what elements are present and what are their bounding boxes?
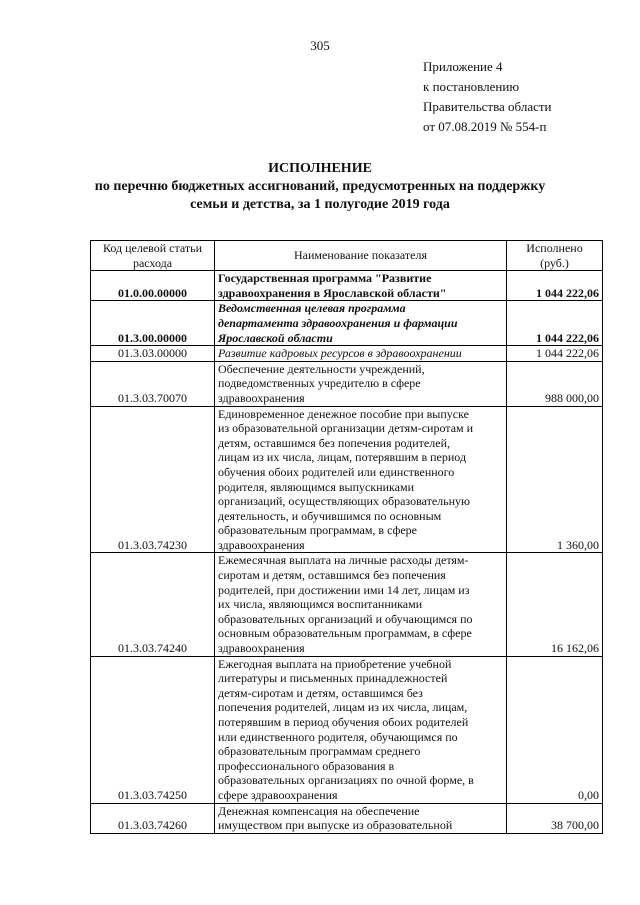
row-code: 01.3.00.00000 (91, 301, 215, 346)
appendix-line: Правительства области (423, 99, 552, 114)
row-name (215, 361, 507, 406)
row-name-line: образовательных организаций и обучающимся по (218, 611, 473, 626)
row-name (215, 656, 507, 803)
row-name (215, 553, 507, 656)
row-name-line: образовательным программам, в сфере (218, 523, 417, 538)
row-name-line: Денежная компенсация на обеспечение (218, 803, 420, 818)
row-name-line: или единственного родителя, обучающимся по (218, 729, 458, 744)
row-name-line: основным образовательным программам, в сфере (218, 626, 472, 641)
document-title (0, 160, 640, 214)
row-name-line: литературы и письменных принадлежностей (218, 671, 448, 686)
row-name-line: родителя, являющимся выпускниками (218, 479, 415, 494)
row-name-line: Государственная программа "Развитие (218, 271, 432, 286)
row-name-line: детям-сиротам и детям, оставшимся без (218, 685, 423, 700)
table-row (91, 346, 603, 362)
row-name-line: здравоохранения (218, 537, 305, 552)
row-name-line: Ведомственная целевая программа (218, 301, 406, 316)
appendix-line: Приложение 4 (423, 59, 503, 74)
row-name-line: попечения родителей, лицам из их числа, лицам, (218, 700, 468, 715)
row-name-line: Ярославской области (218, 330, 333, 345)
row-name-line: здравоохранения (218, 390, 305, 405)
row-name-line: организаций, осуществляющих образовательную (218, 494, 471, 509)
page-number: 305 (310, 38, 330, 53)
row-amount: 1 044 222,06 (507, 346, 603, 362)
budget-table (90, 240, 603, 834)
table-row (91, 553, 603, 656)
row-name (215, 406, 507, 553)
row-amount: 988 000,00 (507, 361, 603, 406)
table-row (91, 656, 603, 803)
header-amount: Исполнено (руб.) (507, 241, 603, 271)
row-name-line: Развитие кадровых ресурсов в здравоохранении (218, 346, 462, 361)
row-name-line: Обеспечение деятельности учреждений, (218, 361, 425, 376)
row-amount: 1 360,00 (507, 406, 603, 553)
row-code: 01.3.03.74240 (91, 553, 215, 656)
row-amount: 1 044 222,06 (507, 301, 603, 346)
row-name-line: потерявшим в период обучения обоих родителей (218, 715, 469, 729)
row-name-line: подведомственных учредителю в сфере (218, 376, 421, 391)
row-name-line: сфере здравоохранения (218, 787, 338, 802)
row-amount: 0,00 (507, 656, 603, 803)
row-code: 01.3.03.74250 (91, 656, 215, 803)
row-name-line: департамента здравоохранения и фармации (218, 315, 458, 330)
table-row (91, 803, 603, 833)
row-name-line: профессионального образования в (218, 758, 395, 773)
row-name-line: детям, оставшимся без попечения родителей, (218, 435, 450, 450)
appendix-line: к постановлению (423, 79, 520, 94)
row-amount: 38 700,00 (507, 803, 603, 833)
table-row (91, 361, 603, 406)
row-name-line: Ежемесячная выплата на личные расходы детям- (218, 553, 469, 568)
header-name: Наименование показателя (215, 241, 507, 271)
row-name-line: имуществом при выпуске из образовательной (218, 818, 453, 833)
header-code: Код целевой статьи расхода (91, 241, 215, 271)
row-name (215, 346, 507, 362)
row-name-line: Единовременное денежное пособие при выпуске (218, 406, 469, 421)
table-header-row (91, 241, 603, 271)
row-name-line: деятельность, и обучившимся по основным (218, 508, 442, 523)
row-name-line: из образовательной организации детям-сиротам и (218, 421, 474, 436)
title-line: ИСПОЛНЕНИЕ (268, 161, 372, 176)
table-row (91, 301, 603, 346)
row-name-line: здравоохранения в Ярославской области" (218, 285, 447, 300)
row-code: 01.3.03.74230 (91, 406, 215, 553)
table-row (91, 271, 603, 301)
row-name-line: обучения обоих родителей или единственного (218, 464, 455, 479)
row-name-line: их числа, являющимся воспитанниками (218, 597, 423, 612)
row-name (215, 803, 507, 833)
row-code: 01.3.03.74260 (91, 803, 215, 833)
table-body (91, 271, 603, 834)
row-code: 01.0.00.00000 (91, 271, 215, 301)
title-line: по перечню бюджетных ассигнований, предусмотренных на поддержку (94, 179, 546, 194)
row-name-line: родителей, при достижении ими 14 лет, лицам из (218, 582, 470, 597)
row-code: 01.3.03.70070 (91, 361, 215, 406)
table-row (91, 406, 603, 553)
row-amount: 1 044 222,06 (507, 271, 603, 301)
row-name (215, 301, 507, 346)
row-name-line: сиротам и детям, оставшимся без попечения (218, 568, 446, 583)
row-name-line: образовательных организациях по очной форме, в (218, 773, 474, 788)
row-code: 01.3.03.00000 (91, 346, 215, 362)
row-name-line: Ежегодная выплата на приобретение учебной (218, 656, 452, 671)
row-name-line: лицам из их числа, лицам, потерявшим в период (218, 450, 467, 465)
row-name-line: здравоохранения (218, 641, 305, 656)
appendix-line: от 07.08.2019 № 554-п (423, 119, 547, 134)
row-name-line: образовательным программам среднего (218, 744, 421, 759)
appendix-reference (423, 57, 552, 137)
title-line: семьи и детства, за 1 полугодие 2019 года (190, 197, 450, 212)
row-name (215, 271, 507, 301)
row-amount: 16 162,06 (507, 553, 603, 656)
